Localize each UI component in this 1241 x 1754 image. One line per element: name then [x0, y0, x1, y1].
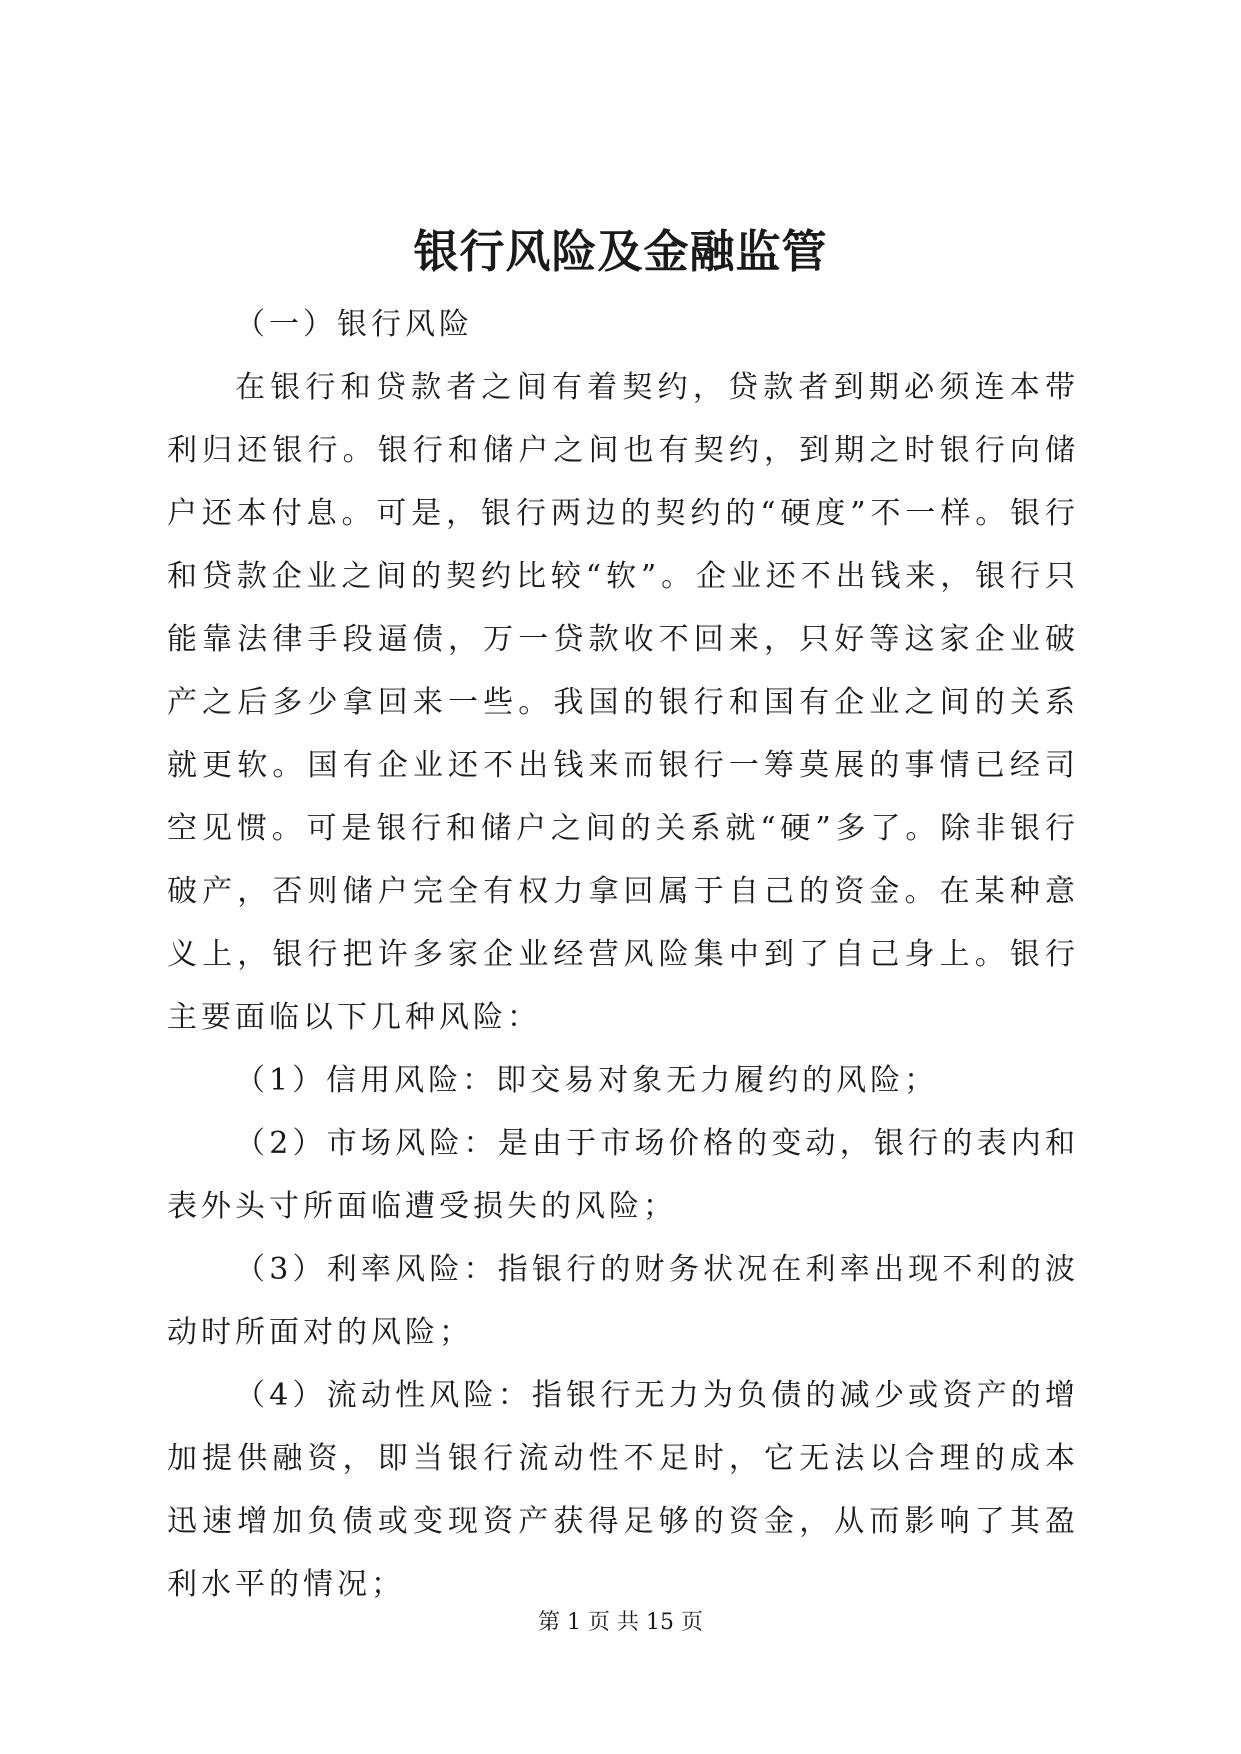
page-footer: 第 1 页 共 15 页: [538, 1610, 703, 1635]
risk-item-interest-rate: （3）利率风险：指银行的财务状况在利率出现不利的波动时所面对的风险；: [167, 1252, 1079, 1350]
section-heading: （一）银行风险: [235, 307, 473, 342]
document-body: [167, 293, 1079, 1616]
risk-item-credit: （1）信用风险：即交易对象无力履约的风险；: [235, 1063, 939, 1098]
risk-item-market: （2）市场风险：是由于市场价格的变动，银行的表内和表外头寸所面临遭受损失的风险；: [167, 1126, 1079, 1224]
body-paragraph: 在银行和贷款者之间有着契约，贷款者到期必须连本带利归还银行。银行和储户之间也有契约，到期之时银行向储户还本付息。可是，银行两边的契约的“硬度”不一样。银行和贷款企业之间的契约比较“软”。企业还不出钱来，银行只能靠法律手段逼债，万一贷款收不回来，只好等这家企业破产之后多少拿回来一些。我国的银行和国有企业之间的关系就更软。国有企业还不出钱来而银行一筹莫展的事情已经司空见惯。可是银行和储户之间的关系就“硬”多了。除非银行破产，否则储户完全有权力拿回属于自己的资金。在某种意义上，银行把许多家企业经营风险集中到了自己身上。银行主要面临以下几种风险：: [167, 370, 1079, 1035]
risk-item-liquidity: （4）流动性风险：指银行无力为负债的减少或资产的增加提供融资，即当银行流动性不足时，它无法以合理的成本迅速增加负债或变现资产获得足够的资金，从而影响了其盈利水平的情况；: [167, 1378, 1079, 1602]
document-title: 银行风险及金融监管: [413, 225, 828, 278]
